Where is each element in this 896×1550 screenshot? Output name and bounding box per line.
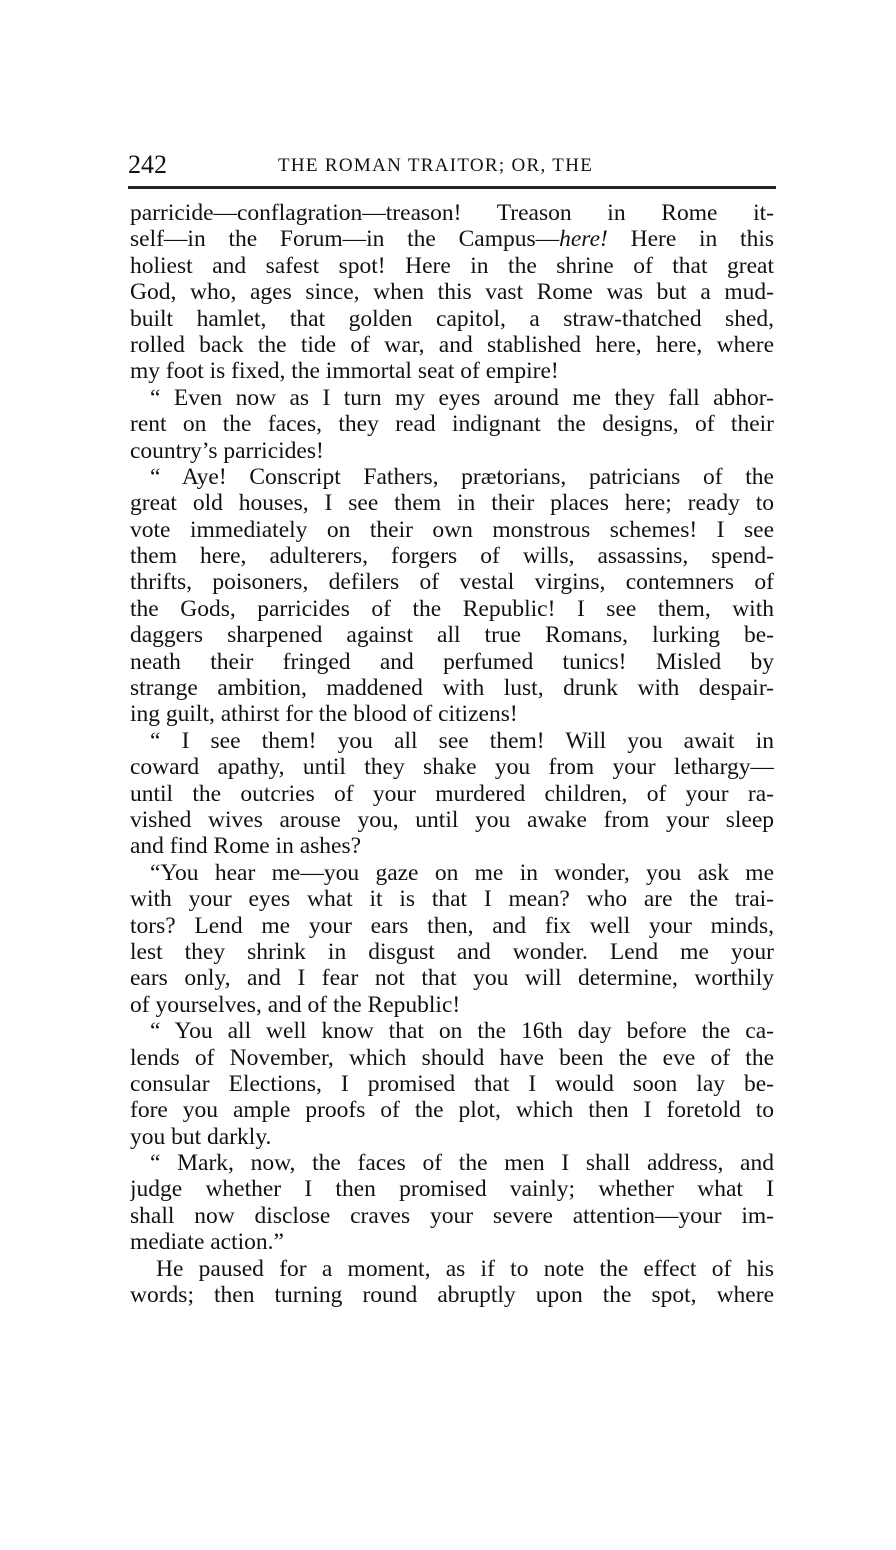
header-rule (128, 186, 776, 189)
text-line: daggers sharpened against all true Romans, lurking be- (130, 622, 774, 649)
text-line: mediate action.” (130, 1229, 284, 1256)
text-line: lends of November, which should have been the eve of the (130, 1044, 774, 1071)
italic-emphasis: here! (559, 226, 608, 253)
text-line-segment: self—in the Forum—in the Campus— (130, 226, 560, 253)
text-line: rent on the faces, they read indignant the designs, of their (130, 411, 774, 438)
text-line: He paused for a moment, as if to note the effect of his (156, 1255, 774, 1282)
text-line: ing guilt, athirst for the blood of citizens! (130, 701, 518, 728)
text-line: “ Aye! Conscript Fathers, prætorians, patricians of the (150, 463, 774, 490)
text-line: consular Elections, I promised that I would soon lay be- (130, 1070, 774, 1097)
text-line: the Gods, parricides of the Republic! I see them, with (130, 595, 774, 622)
text-line: great old houses, I see them in their places here; ready to (130, 490, 774, 517)
text-line: fore you ample proofs of the plot, which then I foretold to (130, 1097, 774, 1124)
text-line: ears only, and I fear not that you will determine, worthily (130, 965, 774, 992)
text-line (130, 226, 774, 252)
text-line: them here, adulterers, forgers of wills, assassins, spend- (130, 543, 774, 570)
text-line: “You hear me—you gaze on me in wonder, you ask me (150, 859, 774, 886)
text-line: strange ambition, maddened with lust, drunk with despair- (130, 675, 774, 702)
text-line: “ I see them! you all see them! Will you await in (150, 727, 774, 754)
text-line: shall now disclose craves your severe attention—your im- (130, 1202, 774, 1229)
text-line: vote immediately on their own monstrous schemes! I see (130, 516, 774, 543)
text-line: “ Mark, now, the faces of the men I shall address, and (150, 1150, 774, 1177)
text-line: tors? Lend me your ears then, and fix well your minds, (130, 912, 774, 939)
text-line: coward apathy, until they shake you from your lethargy— (130, 754, 774, 781)
text-line: parricide—conflagration—treason! Treason in Rome it- (130, 200, 774, 226)
text-line: you but darkly. (130, 1123, 272, 1150)
text-line: “ Even now as I turn my eyes around me they fall abhor- (150, 384, 774, 411)
body-text (130, 200, 774, 1308)
text-line: neath their fringed and perfumed tunics! Misled by (130, 648, 774, 675)
text-line: built hamlet, that golden capitol, a straw-thatched shed, (130, 305, 774, 332)
text-line: and find Rome in ashes? (130, 833, 362, 860)
text-line: God, who, ages since, when this vast Rome was but a mud- (130, 279, 774, 306)
page-header (128, 150, 776, 186)
text-line: judge whether I then promised vainly; whether what I (130, 1176, 774, 1203)
text-line: words; then turning round abruptly upon the spot, where (130, 1282, 774, 1309)
running-title: THE ROMAN TRAITOR; OR, THE (278, 155, 594, 176)
text-line: “ You all well know that on the 16th day before the ca- (150, 1018, 774, 1045)
text-line: thrifts, poisoners, defilers of vestal virgins, contemners of (130, 569, 774, 596)
text-line: until the outcries of your murdered children, of your ra- (130, 780, 774, 807)
text-line: vished wives arouse you, until you awake from your sleep (130, 806, 774, 833)
text-line: my foot is fixed, the immortal seat of empire! (130, 358, 559, 385)
text-line: holiest and safest spot! Here in the shrine of that great (130, 252, 774, 279)
text-line: rolled back the tide of war, and stablished here, here, where (130, 331, 774, 358)
page-number: 242 (128, 150, 167, 179)
text-line: of yourselves, and of the Republic! (130, 991, 461, 1018)
text-line-segment: Here in this (607, 226, 774, 253)
text-line: lest they shrink in disgust and wonder. Lend me your (130, 938, 774, 965)
text-line: country’s parricides! (130, 437, 324, 464)
text-line: with your eyes what it is that I mean? who are the trai- (130, 886, 774, 913)
